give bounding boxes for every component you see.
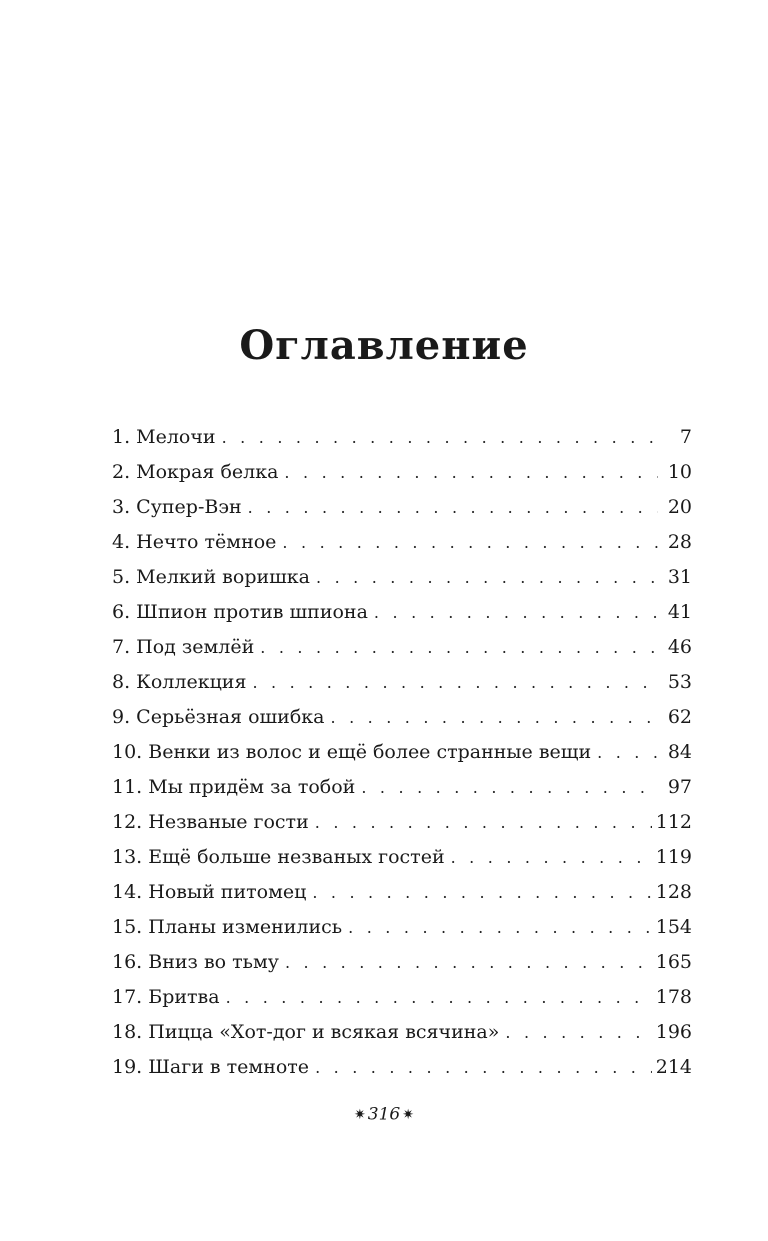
toc-entry-title: 5. Мелкий воришка xyxy=(112,560,316,595)
toc-entry[interactable] xyxy=(112,910,692,945)
toc-entry-title: 18. Пицца «Хот-дог и всякая всячина» xyxy=(112,1015,505,1050)
star-ornament-icon: ✷ xyxy=(354,1106,366,1123)
toc-entry-page: 214 xyxy=(655,1056,692,1078)
toc-entry-title: 2. Мокрая белка xyxy=(112,455,284,490)
toc-entry-title: 14. Новый питомец xyxy=(112,875,312,910)
toc-entry-title: 17. Бритва xyxy=(112,980,226,1015)
toc-entry[interactable] xyxy=(112,455,692,490)
toc-entry[interactable] xyxy=(112,875,692,910)
toc-entry-page: 62 xyxy=(667,706,692,728)
dot-leader xyxy=(284,455,658,490)
dot-leader xyxy=(248,490,658,525)
toc-entry-page: 165 xyxy=(655,951,692,973)
toc-entry-title: 11. Мы придём за тобой xyxy=(112,770,361,805)
toc-entry-page: 84 xyxy=(667,741,692,763)
toc-entry-page: 119 xyxy=(655,846,692,868)
toc-entry-title: 7. Под землёй xyxy=(112,630,260,665)
toc-entry-page: 20 xyxy=(667,496,692,518)
dot-leader xyxy=(282,525,658,560)
dot-leader xyxy=(226,980,652,1015)
toc-entry-title: 1. Мелочи xyxy=(112,420,222,455)
toc-entry[interactable] xyxy=(112,1015,692,1050)
toc-entry-page: 178 xyxy=(655,986,692,1008)
dot-leader xyxy=(315,805,652,840)
toc-entry-page: 41 xyxy=(667,601,692,623)
toc-entry-title: 19. Шаги в темноте xyxy=(112,1050,315,1085)
toc-entry-title: 13. Ещё больше незваных гостей xyxy=(112,840,451,875)
dot-leader xyxy=(285,945,652,980)
toc-entry[interactable] xyxy=(112,420,692,455)
toc-entry-title: 4. Нечто тёмное xyxy=(112,525,282,560)
toc-entry-title: 15. Планы изменились xyxy=(112,910,348,945)
dot-leader xyxy=(348,910,652,945)
toc-entry-page: 7 xyxy=(679,426,692,448)
toc-entry-title: 8. Коллекция xyxy=(112,665,252,700)
toc-entry[interactable] xyxy=(112,490,692,525)
toc-entry[interactable] xyxy=(112,805,692,840)
toc-entry-title: 6. Шпион против шпиона xyxy=(112,595,374,630)
toc-entry-page: 31 xyxy=(667,566,692,588)
dot-leader xyxy=(505,1015,651,1050)
toc-entry-title: 3. Супер-Вэн xyxy=(112,490,248,525)
page-footer xyxy=(0,1104,768,1125)
dot-leader xyxy=(222,420,658,455)
toc-entry-title: 9. Серьёзная ошибка xyxy=(112,700,331,735)
toc-entry[interactable] xyxy=(112,595,692,630)
toc-entry-page: 112 xyxy=(655,811,692,833)
dot-leader xyxy=(312,875,651,910)
dot-leader xyxy=(316,560,658,595)
toc-entry[interactable] xyxy=(112,630,692,665)
toc-entry[interactable] xyxy=(112,735,692,770)
toc-entry[interactable] xyxy=(112,1050,692,1085)
toc-entry-title: 12. Незваные гости xyxy=(112,805,315,840)
dot-leader xyxy=(260,630,658,665)
toc-entry-title: 16. Вниз во тьму xyxy=(112,945,285,980)
toc-entry-page: 10 xyxy=(667,461,692,483)
toc-entry[interactable] xyxy=(112,665,692,700)
dot-leader xyxy=(597,735,658,770)
dot-leader xyxy=(331,700,659,735)
toc-entry[interactable] xyxy=(112,700,692,735)
dot-leader xyxy=(374,595,658,630)
table-of-contents xyxy=(112,420,692,1085)
toc-entry[interactable] xyxy=(112,945,692,980)
toc-entry-page: 53 xyxy=(667,671,692,693)
toc-entry-page: 28 xyxy=(667,531,692,553)
dot-leader xyxy=(315,1050,652,1085)
toc-entry-page: 97 xyxy=(667,776,692,798)
toc-entry[interactable] xyxy=(112,525,692,560)
toc-entry-page: 128 xyxy=(655,881,692,903)
toc-entry[interactable] xyxy=(112,980,692,1015)
toc-entry[interactable] xyxy=(112,770,692,805)
star-ornament-icon: ✷ xyxy=(402,1106,414,1123)
toc-entry[interactable] xyxy=(112,840,692,875)
dot-leader xyxy=(451,840,652,875)
page-title: Оглавление xyxy=(239,322,529,369)
dot-leader xyxy=(252,665,658,700)
toc-entry-title: 10. Венки из волос и ещё более странные вещи xyxy=(112,735,597,770)
dot-leader xyxy=(361,770,658,805)
page-number: 316 xyxy=(367,1104,401,1125)
toc-entry-page: 196 xyxy=(655,1021,692,1043)
toc-entry[interactable] xyxy=(112,560,692,595)
toc-entry-page: 46 xyxy=(667,636,692,658)
toc-entry-page: 154 xyxy=(655,916,692,938)
